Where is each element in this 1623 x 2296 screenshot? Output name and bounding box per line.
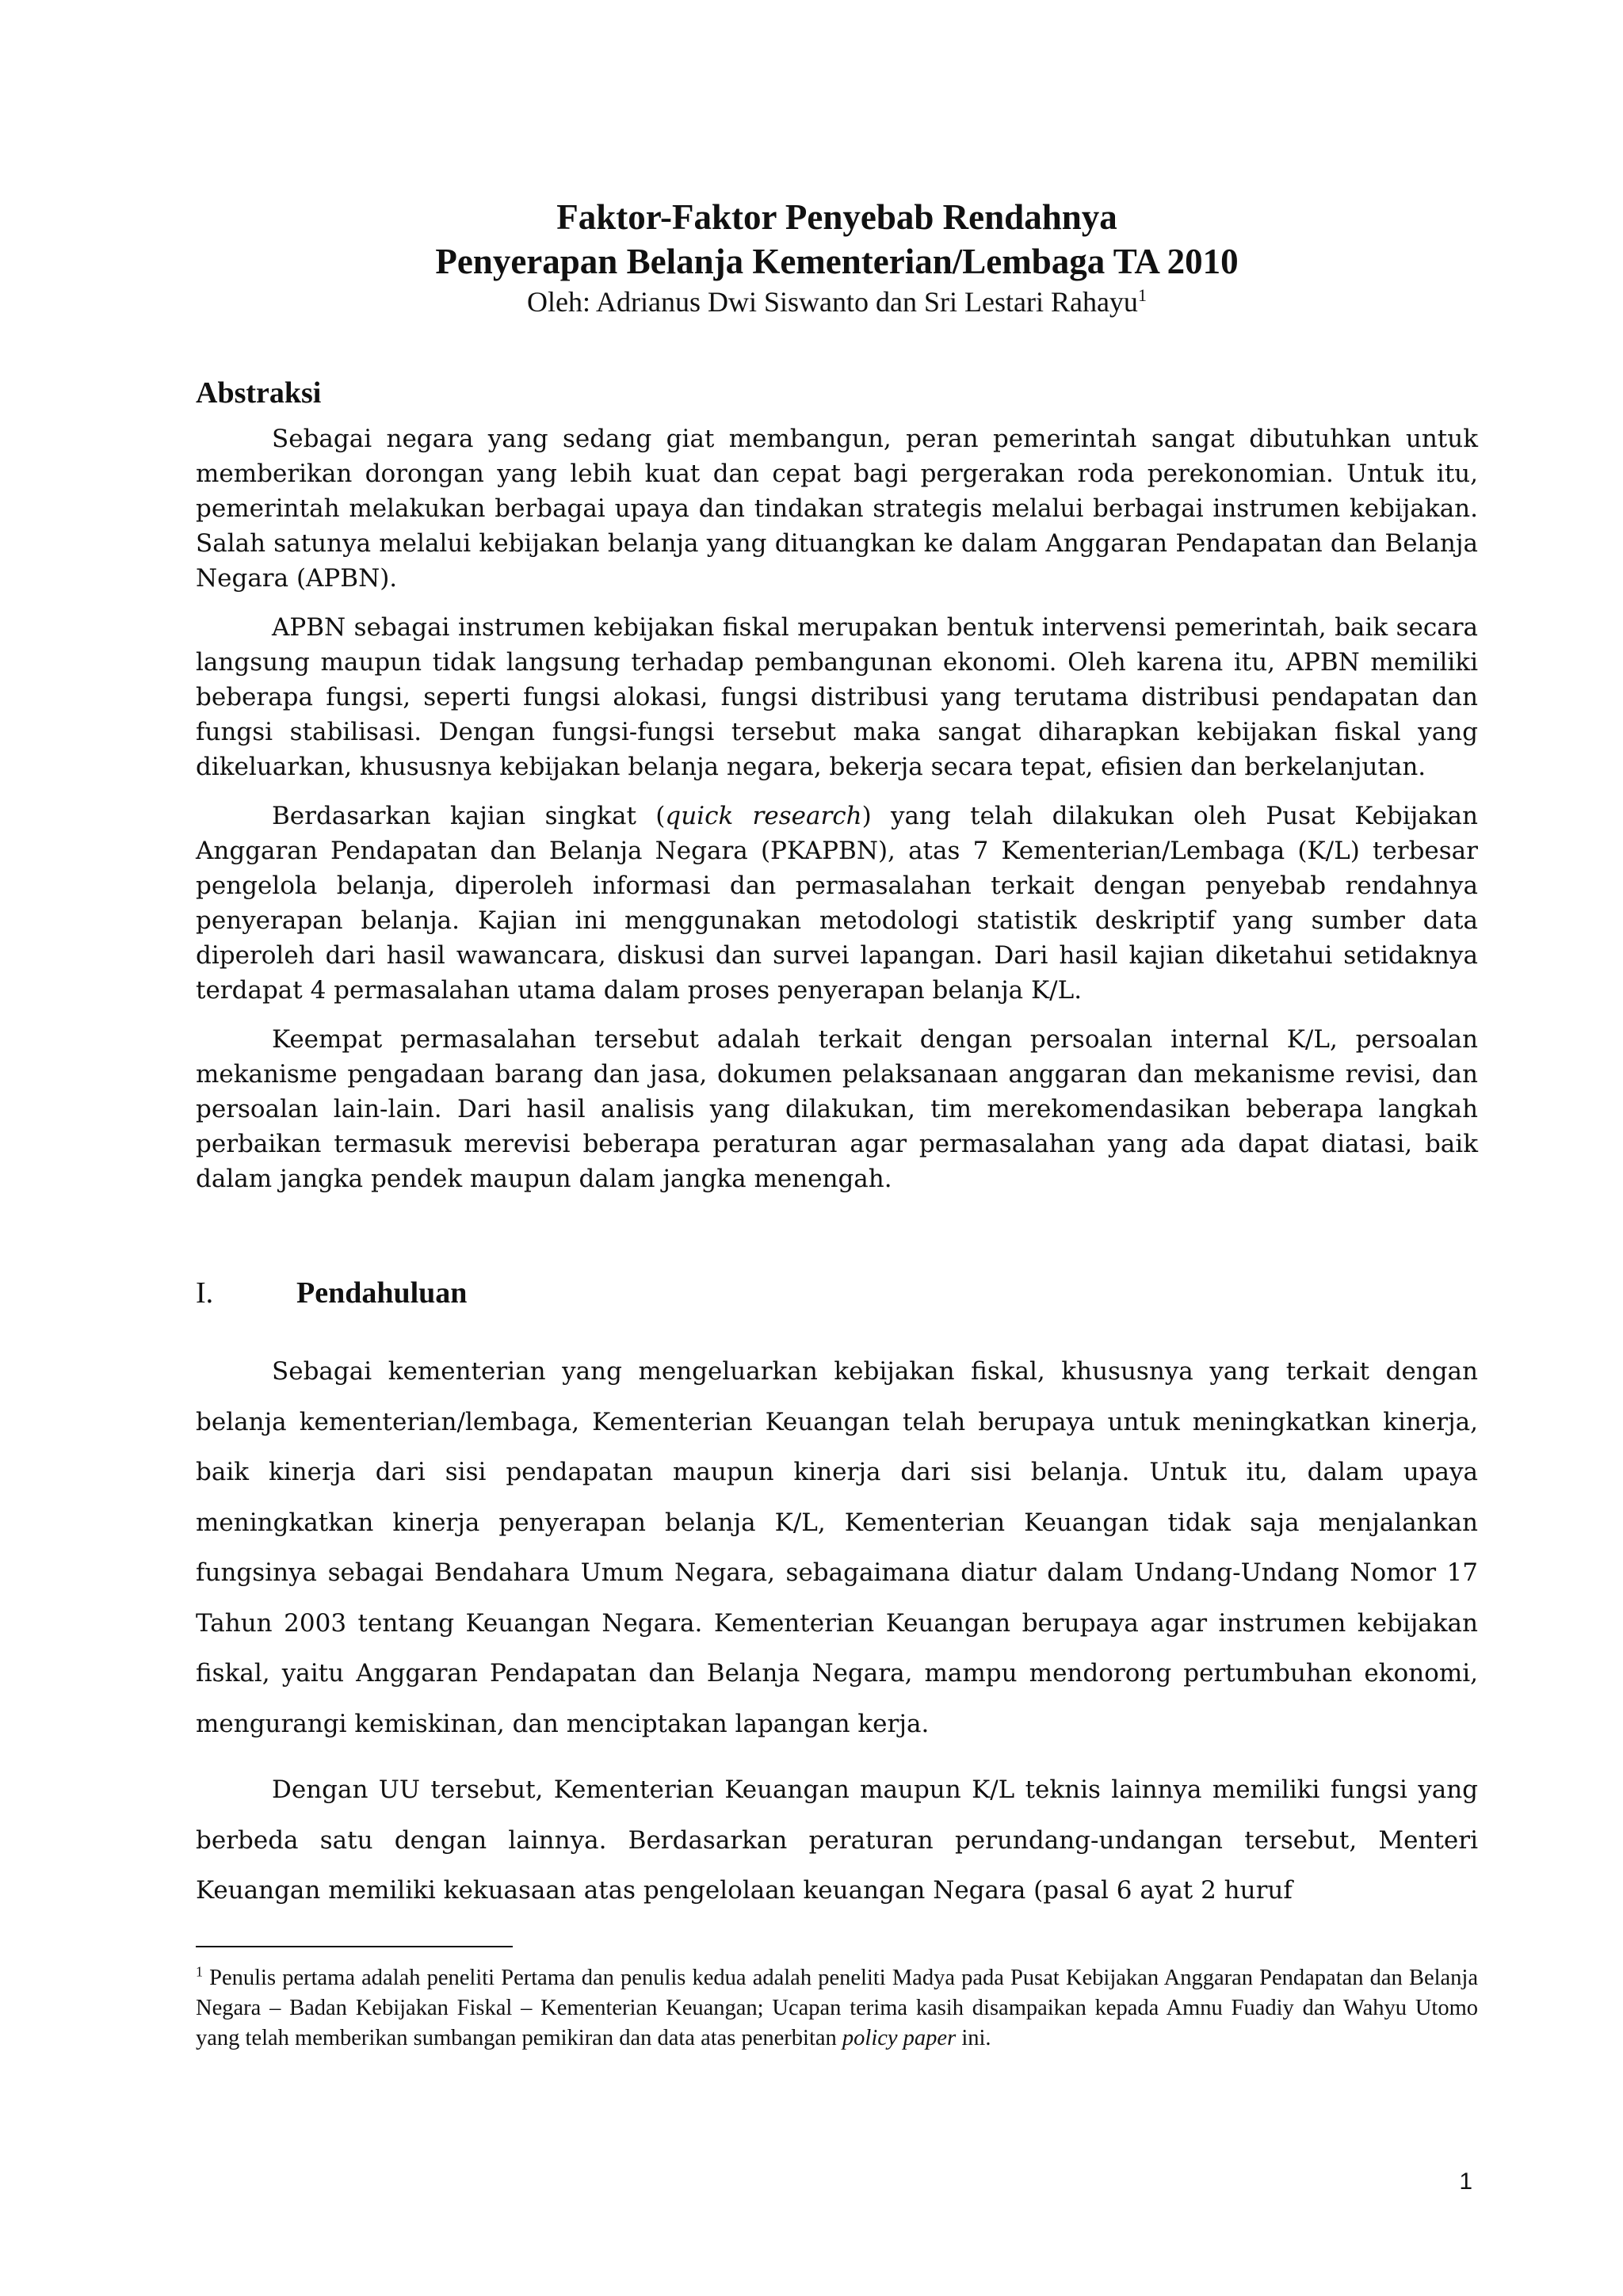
author-line bbox=[196, 284, 1478, 320]
abstract-paragraph: Sebagai negara yang sedang giat membangun, peran pemerintah sangat dibutuhkan untuk memberikan dorongan yang lebih kuat dan cepat bagi pergerakan roda perekonomian. Untuk itu, pemerintah melakukan berbagai upaya dan tindakan strategis melalui berbagai instrumen kebijakan. Salah satunya melalui kebijakan belanja yang dituangkan ke dalam Anggaran Pendapatan dan Belanja Negara (APBN). bbox=[196, 425, 1478, 593]
abstract-paragraph bbox=[196, 799, 1478, 1008]
section-1-body bbox=[196, 1347, 1478, 1932]
section-1-paragraph: Dengan UU tersebut, Kementerian Keuangan maupun K/L teknis lainnya memiliki fungsi yang berbeda satu dengan lainnya. Berdasarkan peraturan perundang-undangan tersebut, Menteri Keuangan memiliki kekuasaan atas pengelolaan keuangan Negara (pasal 6 ayat 2 huruf bbox=[196, 1775, 1478, 1905]
footnote-text-after: ini. bbox=[956, 2026, 991, 2050]
abstract-body bbox=[196, 421, 1478, 1211]
footnote-mark: 1 bbox=[196, 1963, 203, 1980]
page-number: 1 bbox=[1459, 2168, 1472, 2195]
abstract-p3-text-before: Berdasarkan kajian singkat ( bbox=[272, 802, 666, 830]
section-1-number: I. bbox=[196, 1276, 214, 1310]
title-line-2: Penyerapan Belanja Kementerian/Lembaga TA 2010 bbox=[435, 242, 1239, 281]
abstract-p3-text-after: ) yang telah dilakukan oleh Pusat Kebijakan Anggaran Pendapatan dan Belanja Negara (PKAPBN), atas 7 Kementerian/Lembaga (K/L) terbesar pengelola belanja, diperoleh informasi dan permasalahan terkait dengan penyebab rendahnya penyerapan belanja. Kajian ini menggunakan metodologi statistik deskriptif yang sumber data diperoleh dari hasil wawancara, diskusi dan survei lapangan. Dari hasil kajian diketahui setidaknya terdapat 4 permasalahan utama dalam proses penyerapan belanja K/L. bbox=[196, 802, 1478, 1005]
author-names: Oleh: Adrianus Dwi Siswanto dan Sri Lestari Rahayu bbox=[527, 286, 1138, 318]
abstract-paragraph: APBN sebagai instrumen kebijakan fiskal merupakan bentuk intervensi pemerintah, baik secara langsung maupun tidak langsung terhadap pembangunan ekonomi. Oleh karena itu, APBN memiliki beberapa fungsi, seperti fungsi alokasi, fungsi distribusi yang terutama distribusi pendapatan dan fungsi stabilisasi. Dengan fungsi-fungsi tersebut maka sangat diharapkan kebijakan fiskal yang dikeluarkan, khususnya kebijakan belanja negara, bekerja secara tepat, efisien dan berkelanjutan. bbox=[196, 613, 1478, 781]
footnote-text-before: Penulis pertama adalah peneliti Pertama dan penulis kedua adalah peneliti Madya pada Pusat Kebijakan Anggaran Pendapatan dan Belanja Negara – Badan Kebijakan Fiskal – Kementerian Keuangan; Ucapan terima kasih disampaikan kepada Amnu Fuadiy dan Wahyu Utomo yang telah memberikan sumbangan pemikiran dan data atas penerbitan bbox=[196, 1966, 1478, 2050]
abstract-paragraph: Keempat permasalahan tersebut adalah terkait dengan persoalan internal K/L, persoalan mekanisme pengadaan barang dan jasa, dokumen pelaksanaan anggaran dan mekanisme revisi, dan persoalan lain-lain. Dari hasil analisis yang dilakukan, tim merekomendasikan beberapa langkah perbaikan termasuk merevisi beberapa peraturan agar permasalahan yang ada dapat diatasi, baik dalam jangka pendek maupun dalam jangka menengah. bbox=[196, 1025, 1478, 1193]
abstract-heading: Abstraksi bbox=[196, 376, 322, 410]
footnote bbox=[196, 1963, 1478, 2054]
section-1-paragraph: Sebagai kementerian yang mengeluarkan kebijakan fiskal, khususnya yang terkait dengan belanja kementerian/lembaga, Kementerian Keuangan telah berupaya untuk meningkatkan kinerja, baik kinerja dari sisi pendapatan maupun kinerja dari sisi belanja. Untuk itu, dalam upaya meningkatkan kinerja penyerapan belanja K/L, Kementerian Keuangan tidak saja menjalankan fungsinya sebagai Bendahara Umum Negara, sebagaimana diatur dalam Undang-Undang Nomor 17 Tahun 2003 tentang Keuangan Negara. Kementerian Keuangan berupaya agar instrumen kebijakan fiskal, yaitu Anggaran Pendapatan dan Belanja Negara, mampu mendorong pertumbuhan ekonomi, mengurangi kemiskinan, dan menciptakan lapangan kerja. bbox=[196, 1357, 1478, 1738]
footnote-italic: policy paper bbox=[842, 2026, 957, 2050]
section-1-title: Pendahuluan bbox=[296, 1276, 468, 1310]
footnote-divider bbox=[196, 1946, 513, 1947]
document-title bbox=[196, 195, 1478, 284]
title-line-1: Faktor-Faktor Penyebab Rendahnya bbox=[556, 197, 1117, 237]
section-1-heading bbox=[196, 1274, 467, 1312]
abstract-p3-italic: quick research bbox=[665, 802, 862, 830]
author-footnote-mark: 1 bbox=[1137, 285, 1147, 305]
